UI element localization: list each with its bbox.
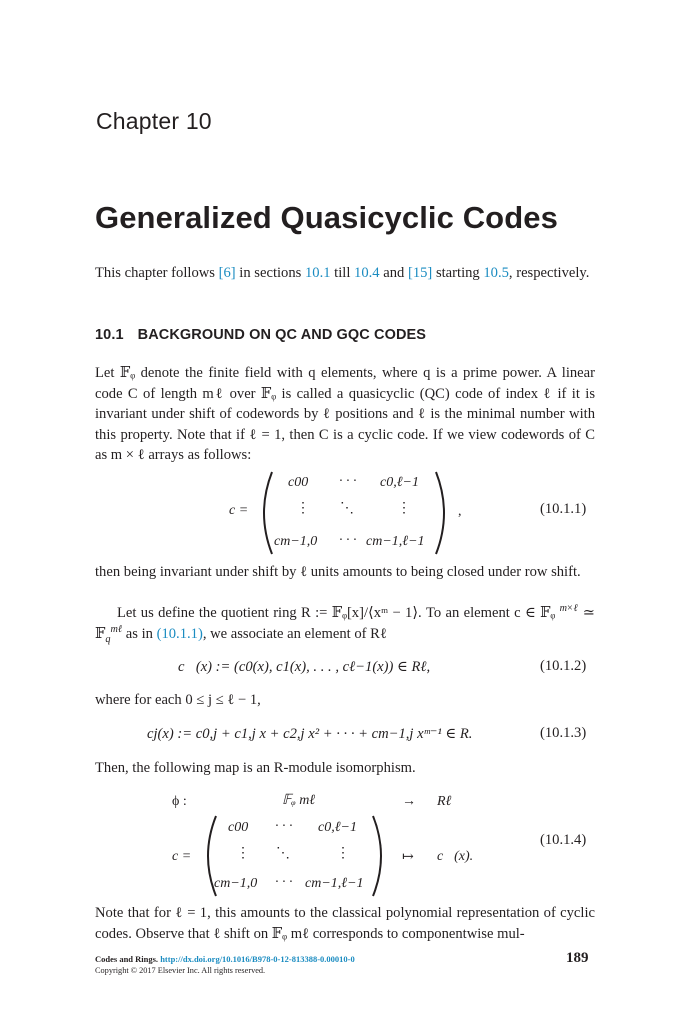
equation-10-1-4 (0, 790, 682, 900)
matrix-vdots-left: ⋮ (296, 501, 310, 516)
matrix-entry-br: cm−1,ℓ−1 (305, 876, 364, 891)
paragraph-1: Let 𝔽ᵩ denote the finite field with q elements, where q is a prime power. A linear code C of length mℓ over 𝔽ᵩ is called a quasicyclic (QC) code of index ℓ if it is invariant under shift of codewords by ℓ positions and ℓ is the minimal number with this property. Note that if ℓ = 1, then C is a cyclic code. If we view codewords of C as m × ℓ arrays as follows: (95, 365, 595, 463)
intro-text: , respectively. (508, 265, 590, 281)
intro-text: and (379, 265, 408, 281)
section-link-10-1[interactable]: 10.1 (304, 265, 331, 281)
map-arrow: → (402, 794, 416, 809)
matrix-entry-tl: c00 (288, 475, 309, 490)
ref-link-6[interactable]: [6] (218, 265, 236, 281)
equation-number: (10.1.2) (540, 658, 587, 674)
chapter-label: Chapter 10 (96, 108, 212, 134)
matrix-ddots: ⋱ (340, 501, 354, 516)
ref-link-15[interactable]: [15] (407, 265, 433, 281)
maps-to-arrow: ↦ (402, 850, 414, 865)
chapter-title: Generalized Quasicyclic Codes (95, 200, 558, 235)
page-number: 189 (566, 950, 589, 966)
right-paren (428, 470, 458, 556)
footer-book-title: Codes and Rings. (95, 954, 159, 964)
paragraph-3: Let us define the quotient ring R := 𝔽ᵩ[x]/⟨xᵐ − 1⟩. To an element c ∈ 𝔽ᵩ $^{m\times\ell}$ ≃ 𝔽$_q^{m\ell}$ as in (10.1.1), we associate an element of Rℓ (95, 603, 595, 645)
footer-doi-link[interactable]: http://dx.doi.org/10.1016/B978-0-12-813388-0.00010-0 (160, 954, 355, 964)
where-line: where for each 0 ≤ j ≤ ℓ − 1, (95, 692, 261, 708)
matrix-entry-bl: cm−1,0 (214, 876, 258, 891)
phi-symbol: ϕ : (172, 794, 187, 809)
matrix-ddots: ⋱ (276, 846, 290, 861)
paragraph-3-text: , we associate an element of Rℓ (202, 625, 387, 642)
footer-copyright: Copyright © 2017 Elsevier Inc. All rights reserved. (95, 966, 266, 975)
section-heading (95, 327, 426, 343)
equation-number: (10.1.1) (540, 501, 587, 517)
matrix-hdots-bottom: · · · (339, 533, 357, 548)
matrix-vdots-left: ⋮ (236, 846, 250, 861)
equation-number: (10.1.3) (540, 725, 587, 741)
matrix-comma: , (458, 504, 462, 519)
matrix-entry-tr: c0,ℓ−1 (380, 475, 419, 490)
matrix-lhs: c = (172, 849, 192, 864)
section-number: 10.1 (95, 327, 124, 343)
matrix-hdots-bottom: · · · (275, 875, 293, 890)
right-paren (365, 814, 395, 898)
map-image: c⃗(x). (437, 849, 474, 864)
equation-10-1-1 (0, 470, 682, 560)
matrix-lhs: c = (229, 503, 249, 518)
matrix-vdots-right: ⋮ (336, 846, 350, 861)
equation-10-1-2: c⃗(x) := (c0(x), c1(x), . . . , cℓ−1(x)) ∈ Rℓ, (178, 659, 431, 675)
intro-paragraph (95, 263, 595, 284)
section-title: BACKGROUND ON QC AND GQC CODES (137, 327, 427, 343)
matrix-entry-bl: cm−1,0 (274, 534, 318, 549)
then-line: Then, the following map is an R-module isomorphism. (95, 760, 416, 776)
intro-text: in sections (235, 265, 305, 281)
matrix-hdots-top: · · · (339, 474, 357, 489)
matrix-entry-tl: c00 (228, 820, 249, 835)
paragraph-3-text: as in (122, 625, 157, 642)
intro-text: till (330, 265, 355, 281)
intro-text: starting (432, 265, 484, 281)
section-link-10-4[interactable]: 10.4 (354, 265, 380, 281)
matrix-entry-br: cm−1,ℓ−1 (366, 534, 425, 549)
matrix-hdots-top: · · · (275, 819, 293, 834)
map-codomain: Rℓ (437, 794, 452, 809)
section-link-10-5[interactable]: 10.5 (483, 265, 509, 281)
equation-number: (10.1.4) (540, 832, 587, 848)
equation-link-10-1-1[interactable]: (10.1.1) (156, 625, 203, 642)
equation-10-1-3: cj(x) := c0,j + c1,j x + c2,j x² + · · · + cm−1,j xᵐ⁻¹ ∈ R. (147, 726, 473, 742)
paragraph-4: Note that for ℓ = 1, this amounts to the classical polynomial representation of cyclic codes. Observe that ℓ shift on 𝔽ᵩ mℓ corresponds to componentwise mul- (95, 905, 595, 942)
intro-text: This chapter follows (95, 265, 219, 281)
map-domain: 𝔽ᵩ mℓ (282, 793, 316, 808)
paragraph-3-text: Let us define the quotient ring R := 𝔽ᵩ[x]/⟨xᵐ − 1⟩. To an element c ∈ 𝔽ᵩ (117, 605, 560, 621)
matrix-entry-tr: c0,ℓ−1 (318, 820, 357, 835)
matrix-vdots-right: ⋮ (397, 501, 411, 516)
paragraph-2: then being invariant under shift by ℓ units amounts to being closed under row shift. (95, 564, 581, 580)
footer-citation (95, 954, 355, 964)
